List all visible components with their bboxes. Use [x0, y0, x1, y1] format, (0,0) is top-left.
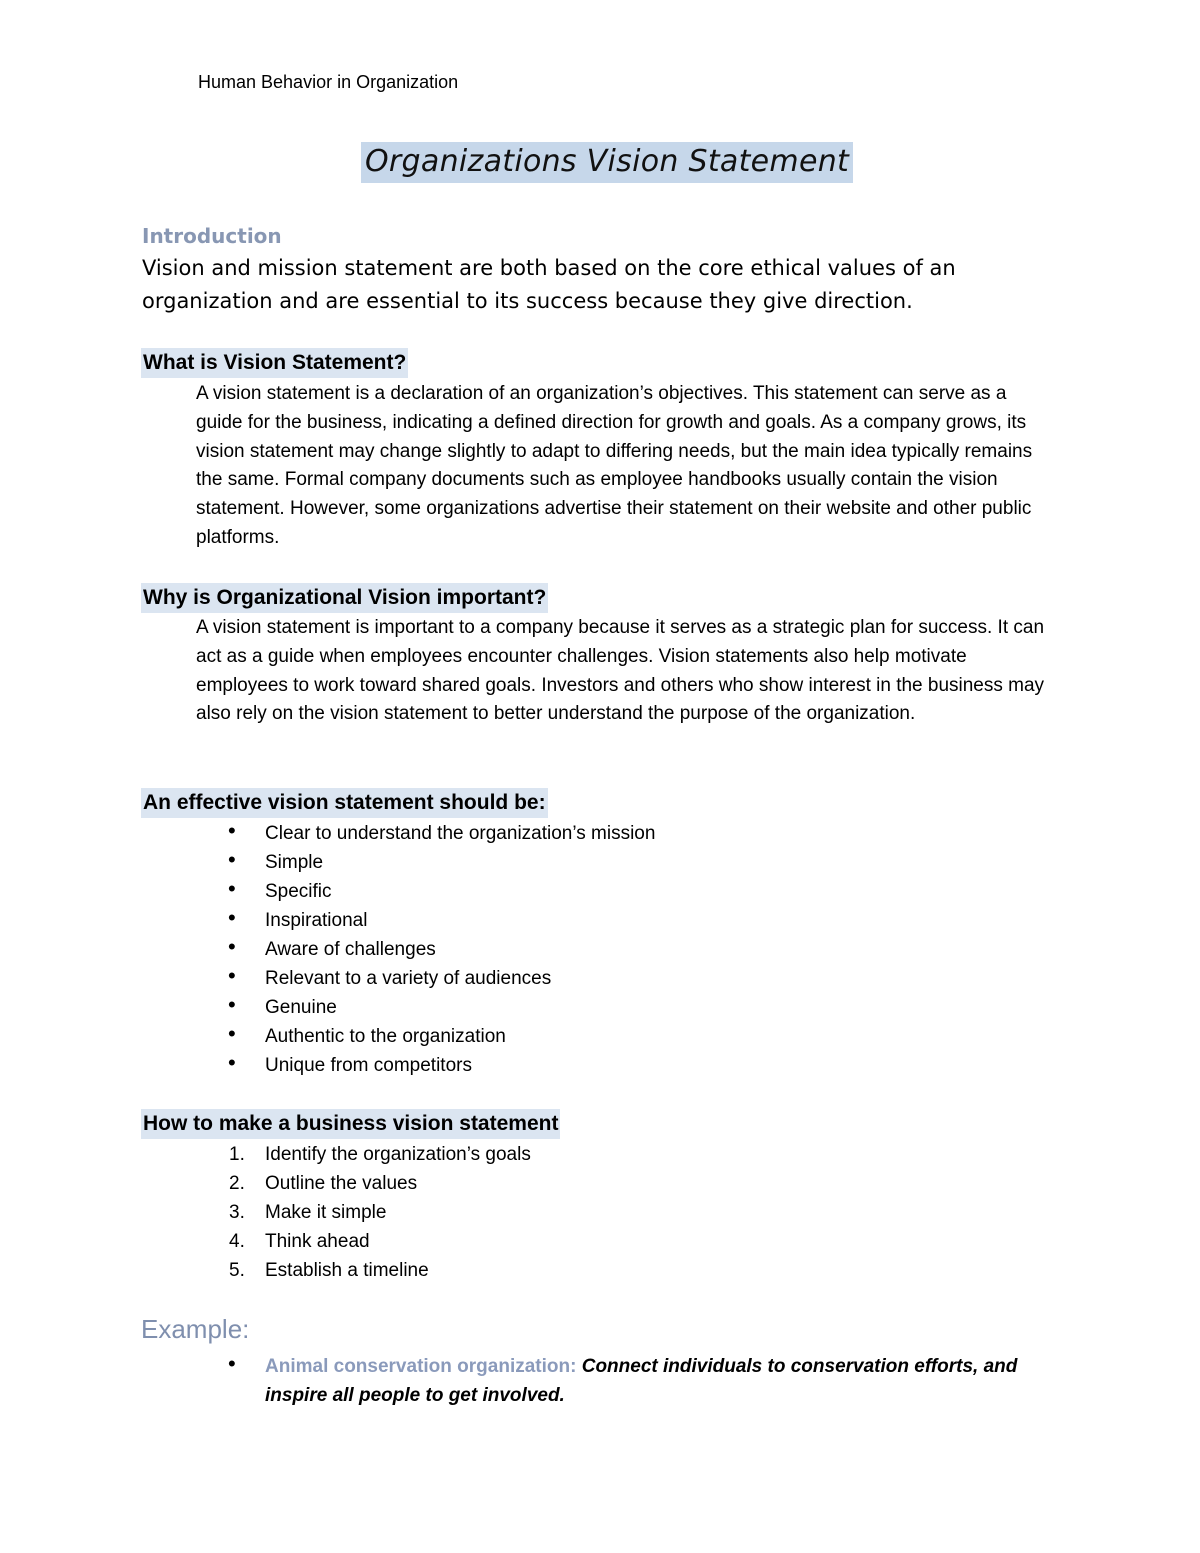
what-is-vision-heading: What is Vision Statement? [141, 348, 408, 378]
list-item: • Aware of challenges [228, 934, 436, 960]
list-item: • Clear to understand the organization’s mission [228, 818, 656, 844]
what-is-vision-paragraph: A vision statement is a declaration of an organization’s objectives. This statement can serve as a guide for the business, indicating a defined direction for growth and goals. As a company grows, its vision statement may change slightly to adapt to differing needs, but the main idea typically remains the same. Formal company documents such as employee handbooks usually contain the vision statement. However, some organizations advertise their statement on their website and other public platforms. [196, 383, 1033, 548]
list-item: 3. Make it simple [196, 1198, 1056, 1227]
list-item: 4. Think ahead [196, 1227, 1056, 1256]
list-number: 2. [229, 1173, 245, 1194]
bullet-icon: • [228, 905, 236, 930]
list-item [196, 1352, 1056, 1410]
example-list [196, 1352, 1056, 1410]
bullet-icon: • [228, 1021, 236, 1046]
effective-vision-heading: An effective vision statement should be: [141, 788, 548, 818]
bullet-icon: • [228, 876, 236, 901]
list-item: • Relevant to a variety of audiences [228, 963, 552, 989]
list-number: 4. [229, 1231, 245, 1252]
list-item: 1. Identify the organization’s goals [196, 1140, 1056, 1169]
bullet-icon: • [228, 818, 236, 843]
effective-vision-list [196, 819, 1056, 1080]
list-item: • Authentic to the organization [228, 1021, 506, 1047]
how-to-make-list [196, 1140, 1056, 1285]
how-to-make-heading: How to make a business vision statement [141, 1109, 560, 1139]
introduction-text: Vision and mission statement are both based on the core ethical values of an organization and are essential to its success because they give direction. [142, 256, 956, 313]
bullet-icon: • [228, 992, 236, 1017]
list-item: • Simple [228, 847, 324, 873]
why-vision-important-paragraph: A vision statement is important to a company because it serves as a strategic plan for success. It can act as a guide when employees encounter challenges. Vision statements also help motivate employees to work toward shared goals. Investors and others who show interest in the business may also rely on the vision statement to better understand the purpose of the organization. [196, 617, 1045, 725]
introduction-heading: Introduction [142, 224, 282, 248]
list-item: 5. Establish a timeline [196, 1256, 1056, 1285]
bullet-icon: • [228, 1050, 236, 1075]
list-item: • Specific [228, 876, 332, 902]
bullet-icon: • [228, 963, 236, 988]
bullet-icon: • [228, 847, 236, 872]
example-heading: Example: [141, 1314, 250, 1344]
bullet-icon: • [228, 934, 236, 959]
example-quote: Connect individuals to conservation efforts, and inspire all people to get involved. [265, 1356, 1018, 1406]
example-label: Animal conservation organization: [265, 1356, 577, 1377]
bullet-icon: • [228, 1351, 236, 1376]
list-item: • Unique from competitors [228, 1050, 472, 1076]
page-title: Organizations Vision Statement [361, 142, 853, 183]
list-number: 1. [229, 1144, 245, 1165]
list-number: 3. [229, 1202, 245, 1223]
page-header: Human Behavior in Organization [198, 72, 459, 92]
list-item: 2. Outline the values [196, 1169, 1056, 1198]
list-item: • Inspirational [228, 905, 368, 931]
list-item: • Genuine [228, 992, 337, 1018]
list-number: 5. [229, 1260, 245, 1281]
why-vision-important-heading: Why is Organizational Vision important? [141, 583, 548, 613]
